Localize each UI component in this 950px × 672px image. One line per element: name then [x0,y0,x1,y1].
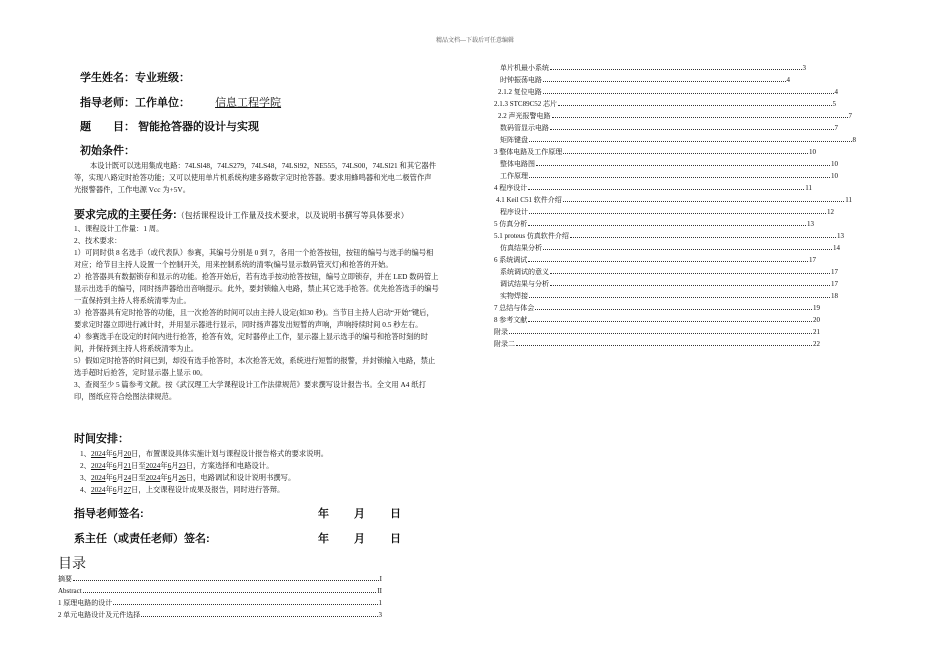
toc-entry[interactable]: 数码管显示电路 7 [500,124,838,132]
toc-entry[interactable]: 矩阵键盘 8 [500,136,856,144]
toc-entry[interactable]: 整体电路图 10 [500,160,838,168]
requirement-item: 2、技术要求： [74,236,122,245]
schedule-title: 时间安排： [74,433,129,445]
toc-title: 目录 [58,555,86,571]
toc-entry[interactable]: 6 系统调试 17 [494,256,816,264]
toc-entry[interactable]: 4 程序设计 11 [494,184,812,192]
toc-entry[interactable]: 系统调试的意义 17 [500,268,838,276]
director-signature-label: 系主任（或责任老师）签名: [74,533,210,545]
advisor-field [80,94,340,110]
toc-entry[interactable]: 附录二 22 [494,340,820,348]
advisor-label: 指导老师：工作单位： [80,97,190,109]
topic-value: 智能抢答器的设计与实现 [138,121,260,133]
requirement-item: 5）假如定时抢答的时间已到，却没有选手抢答时，本次抢答无效，系统进行短暂的报警，并封锁输入电路，禁止选手超时后抢答，定时显示器上显示 00。 [74,356,436,377]
toc-entry[interactable]: 实物焊接 18 [500,292,838,300]
requirement-item: 4）参赛选手在设定的时间内进行抢答，抢答有效，定时器停止工作，显示器上显示选手的编号和抢答时刻的时间，并保持到主持人将系统清零为止。 [74,332,428,353]
toc-left-list [58,573,382,621]
toc-entry[interactable]: 程序设计 12 [500,208,834,216]
toc-entry[interactable]: 4.1 Keil C51 软件介绍 11 [496,196,852,204]
toc-entry[interactable]: 5 仿真分析 13 [494,220,814,228]
toc-entry[interactable]: 2.2 声光报警电路 7 [498,112,852,120]
toc-entry[interactable]: 7 总结与体会 19 [494,304,820,312]
toc-entry[interactable]: 2.1.2 复位电路 4 [498,88,838,96]
director-signature-date: 年 月 日 [318,533,401,545]
toc-entry[interactable]: Abstract II [58,587,382,595]
toc-entry[interactable]: 单片机最小系统 3 [500,64,806,72]
toc-entry[interactable]: 仿真结果分析 14 [500,244,840,252]
toc-entry[interactable]: 5.1 proteus 仿真软件介绍 13 [494,232,844,240]
toc-entry[interactable]: 2.1.3 STC89C52 芯片 5 [494,100,836,108]
advisor-signature-label: 指导老师签名: [74,508,144,520]
schedule-item-2: 2、2024年6月21日至2024年6月23日，方案选择和电路设计。 [80,461,274,470]
toc-entry[interactable]: 附录 21 [494,328,820,336]
requirement-item: 3）抢答器具有定时抢答的功能，且一次抢答的时间可以由主持人设定(如30 秒)。当节目主持人启动“开始”键后，要求定时器立即进行减计时，并用显示器进行显示，同时扬声器发出短暂的声响，声响持续时间 0.5 秒左右。 [74,308,434,329]
toc-entry[interactable]: 工作原理 10 [500,172,838,180]
requirements-title [74,206,409,222]
schedule-item-1: 1、2024年6月20日，布置课设具体实施计划与课程设计报告格式的要求说明。 [80,449,329,458]
initial-conditions-text: 本设计既可以选用集成电路：74LSl48，74LS279，74LS48，74LSl92，NE555，74LS00，74LSl21 和其它器件等，实现八路定时抢答功能；又可以使用单片机系统构建多路数字定时抢答器。要求用蜂鸣器和光电二极管作声光报警器件，工作电源 Vcc 为+5V。 [74,161,437,194]
requirement-item: 1）可同时供 8 名选手（或代表队）参赛，其编号分别是 0 到 7，各用一个抢答按钮，按钮的编号与选手的编号相对应；给节目主持人设置一个控制开关，用来控制系统的清零(编号显示数码管灭灯)和抢答的开始。 [74,248,434,269]
requirements-heading: 要求完成的主要任务: [74,209,177,221]
watermark: 精品文档---下载后可任意编辑 [436,38,514,44]
requirements-note: （包括课程设计工作量及技术要求，以及说明书撰写等具体要求） [176,211,409,220]
toc-right-list [494,62,864,350]
workplace-value: 信息工程学院 [215,97,282,109]
toc-entry[interactable]: 调试结果与分析 17 [500,280,838,288]
schedule-item-4: 4、2024年6月27日，上交课程设计成果及报告，同时进行答辩。 [80,485,285,494]
requirements-list [74,223,440,403]
toc-entry[interactable]: 1 原理电路的设计 1 [58,599,382,607]
requirement-item: 2）抢答器具有数据锁存和显示的功能。抢答开始后，若有选手按动抢答按钮，编号立即锁存，并在 LED 数码管上显示出选手的编号，同时扬声器给出音响提示。此外，要封锁输入电路，禁止其它选手抢答。优先抢答选手的编号一直保持到主持人将系统清零为止。 [74,272,439,305]
toc-entry[interactable]: 时钟振荡电路 4 [500,76,790,84]
advisor-signature-date: 年 月 日 [318,508,401,520]
schedule-list [80,448,440,496]
topic-label: 题 目： [80,121,135,133]
toc-entry[interactable]: 2 单元电路设计及元件选择 3 [58,611,382,619]
toc-entry[interactable]: 8 参考文献 20 [494,316,820,324]
initial-conditions-title: 初始条件： [80,145,135,157]
requirement-item: 1、课程设计工作量：1 周。 [74,224,164,233]
student-field: 学生姓名：专业班级： [80,72,190,84]
schedule-item-3: 3、2024年6月24日至2024年6月26日，电路调试和设计说明书撰写。 [80,473,296,482]
requirement-item: 3、查阅至少 5 篇参考文献。按《武汉理工大学课程设计工作法律规范》要求撰写设计报告书。全文用 A4 纸打印，图纸应符合绘图法律规范。 [74,380,426,401]
toc-entry[interactable]: 摘要 I [58,575,382,583]
topic-field [80,118,259,134]
toc-entry[interactable]: 3 整体电路及工作原理 10 [494,148,816,156]
